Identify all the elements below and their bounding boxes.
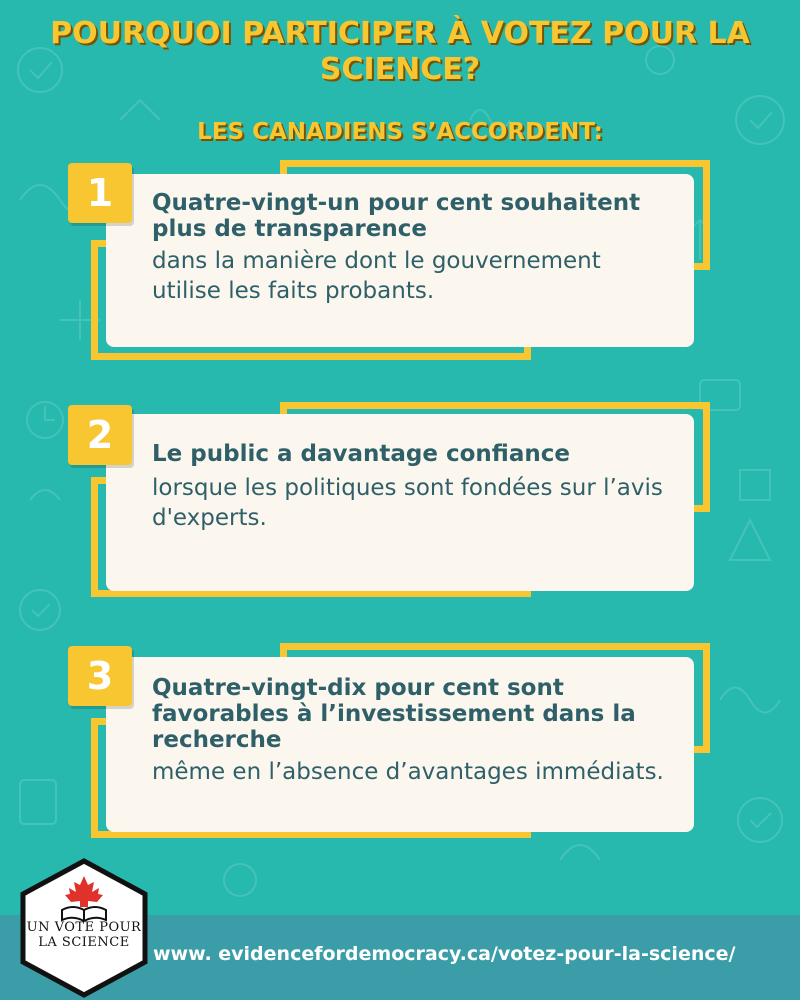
fact-detail: lorsque les politiques sont fondées sur l’avis d'experts. bbox=[152, 475, 663, 531]
fact-highlight: Le public a davantage confiance bbox=[152, 441, 570, 467]
fact-card-2 bbox=[0, 402, 800, 607]
page-title: POURQUOI PARTICIPER À VOTEZ POUR LA SCIENCE? bbox=[50, 16, 750, 87]
fact-highlight: Quatre-vingt-un pour cent souhaitent plus de transparence bbox=[152, 190, 641, 242]
fact-detail: dans la manière dont le gouvernement utilise les faits probants. bbox=[152, 248, 601, 304]
fact-panel bbox=[106, 174, 694, 347]
logo-text: UN VOTE POUR LA SCIENCE bbox=[26, 920, 142, 950]
fact-number-badge: 3 bbox=[68, 646, 132, 706]
fact-detail: même en l’absence d’avantages immédiats. bbox=[152, 759, 664, 785]
fact-highlight: Quatre-vingt-dix pour cent sont favorables à l’investissement dans la recherche bbox=[152, 675, 636, 753]
un-vote-pour-la-science-logo bbox=[18, 858, 150, 998]
fact-panel bbox=[106, 657, 694, 832]
fact-panel bbox=[106, 414, 694, 591]
footer-url-link[interactable]: www. evidencefordemocracy.ca/votez-pour-la-science/ bbox=[153, 943, 736, 965]
fact-number-badge: 1 bbox=[68, 163, 132, 223]
fact-card-3 bbox=[0, 643, 800, 848]
page-subtitle: LES CANADIENS S’ACCORDENT: bbox=[197, 119, 603, 145]
fact-card-1 bbox=[0, 160, 800, 370]
fact-number-badge: 2 bbox=[68, 405, 132, 465]
